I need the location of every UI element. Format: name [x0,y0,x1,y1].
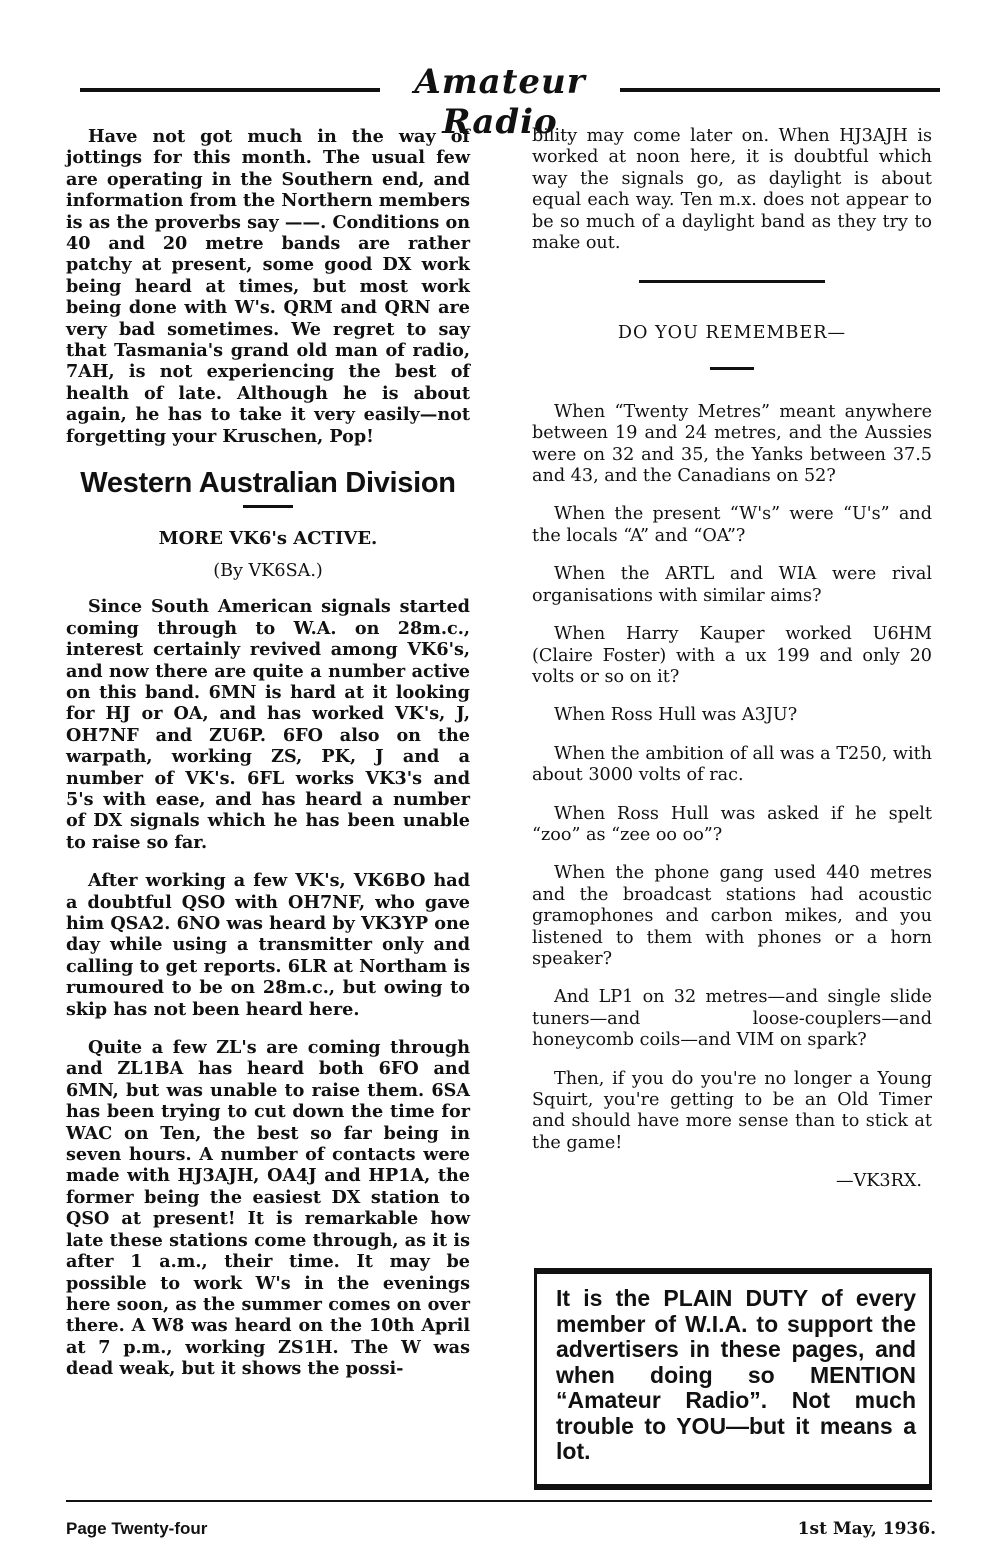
masthead-rule-right [620,88,940,92]
byline: (By VK6SA.) [213,560,323,581]
advertisement-text: It is the PLAIN DUTY of every member of W.I.A. to support the advertisers in these pages, and when doing so MENTION “Amateur Radio”. Not much trouble to YOU—but it means a lot. [556,1285,916,1464]
masthead [80,62,940,142]
continuation-paragraph: bility may come later on. When HJ3AJH is worked at noon here, it is doubtful which way the signals go, as daylight is about equal each way. Ten m.x. does not appear to be so much of a daylight band as they try to make out. [532,126,932,254]
article-title: MORE VK6's ACTIVE. [158,527,378,549]
box-border-bottom [534,1484,932,1490]
heading-rule [710,367,754,370]
issue-date: 1st May, 1936. [797,1519,936,1539]
article-paragraph: Since South American signals started coming through to W.A. on 28m.c., interest certainly revived among VK6's, and now there are quite a number active on this band. 6MN is hard at it looking for HJ or OA, and has worked VK's, J, OH7NF and ZU6P. 6FO also on the warpath, working ZS, PK, J and a number of VK's. 6FL works VK3's and 5's with ease, and has heard a number of DX signals which he has been unable to raise so far. [66,596,470,853]
division-heading: Western Australian Division [80,467,456,500]
remember-item: Then, if you do you're no longer a Young Squirt, you're getting to be an Old Timer and should have more sense than to stick at the game! [532,1068,932,1153]
advertisement-box [534,1268,932,1490]
box-border-right [929,1268,932,1490]
page-number: Page Twenty-four [66,1519,208,1538]
section-divider [639,280,825,283]
box-border-left [534,1268,537,1490]
remember-item: When the ARTL and WIA were rival organisations with similar aims? [532,564,932,606]
right-column [532,126,932,1193]
heading-rule [243,505,293,508]
signature: —VK3RX. [835,1171,922,1192]
remember-heading: DO YOU REMEMBER— [617,323,847,344]
remember-item: When Ross Hull was asked if he spelt “zoo” as “zee oo oo”? [532,803,932,845]
remember-item: And LP1 on 32 metres—and single slide tuners—and loose-couplers—and honeycomb coils—and VIM on spark? [532,987,932,1051]
left-column [66,126,470,1397]
remember-item: When Ross Hull was A3JU? [554,705,798,726]
magazine-title: Amateur Radio [414,62,586,142]
remember-item: When “Twenty Metres” meant anywhere between 19 and 24 metres, and the Aussies were on 32 and 35, the Yanks between 37.5 and 43, and the Canadians on 52? [532,401,932,487]
box-border-top [534,1268,932,1274]
remember-item: When the present “W's” were “U's” and the locals “A” and “OA”? [532,504,932,546]
remember-item: When the ambition of all was a T250, with about 3000 volts of rac. [532,743,932,786]
remember-item: When the phone gang used 440 metres and the broadcast stations had acoustic gramophones and carbon mikes, and you listened to them with phones or a horn speaker? [532,863,932,969]
article-paragraph: Quite a few ZL's are coming through and ZL1BA has heard both 6FO and 6MN, but was unable to raise them. 6SA has been trying to cut down the time for WAC on Ten, the best so far being in seven hours. A number of contacts were made with HJ3AJH, OA4J and HP1A, the former being the easiest DX station to QSO at present! It is remarkable how late these stations come through, as it is after 1 a.m., their time. It may be possible to work W's in the evenings here soon, as the summer comes on over there. A W8 was heard on the 10th April at 7 p.m., working ZS1H. The W was dead weak, but it shows the possi- [66,1037,470,1380]
intro-paragraph: Have not got much in the way of jottings for this month. The usual few are operating in the Southern end, and information from the Northern members is as the proverbs say ——. Conditions on 40 and 20 metre bands are rather patchy at present, some good DX work being heard at times, but most work being done with W's. QRM and QRN are very bad sometimes. We regret to say that Tasmania's grand old man of radio, 7AH, is not experiencing the best of health of late. Although he is about again, he has to take it very easily—not forgetting your Kruschen, Pop! [66,126,470,447]
article-paragraph: After working a few VK's, VK6BO had a doubtful QSO with OH7NF, who gave him QSA2. 6NO was heard by VK3YP one day while using a transmitter only and calling to get reports. 6LR at Northam is rumoured to be on 28m.c., but owing to skip has not been heard here. [66,870,470,1020]
footer-rule [66,1500,932,1502]
masthead-rule-left [80,88,380,92]
remember-item: When Harry Kauper worked U6HM (Claire Foster) with a ux 199 and only 20 volts or so on it? [532,624,932,687]
